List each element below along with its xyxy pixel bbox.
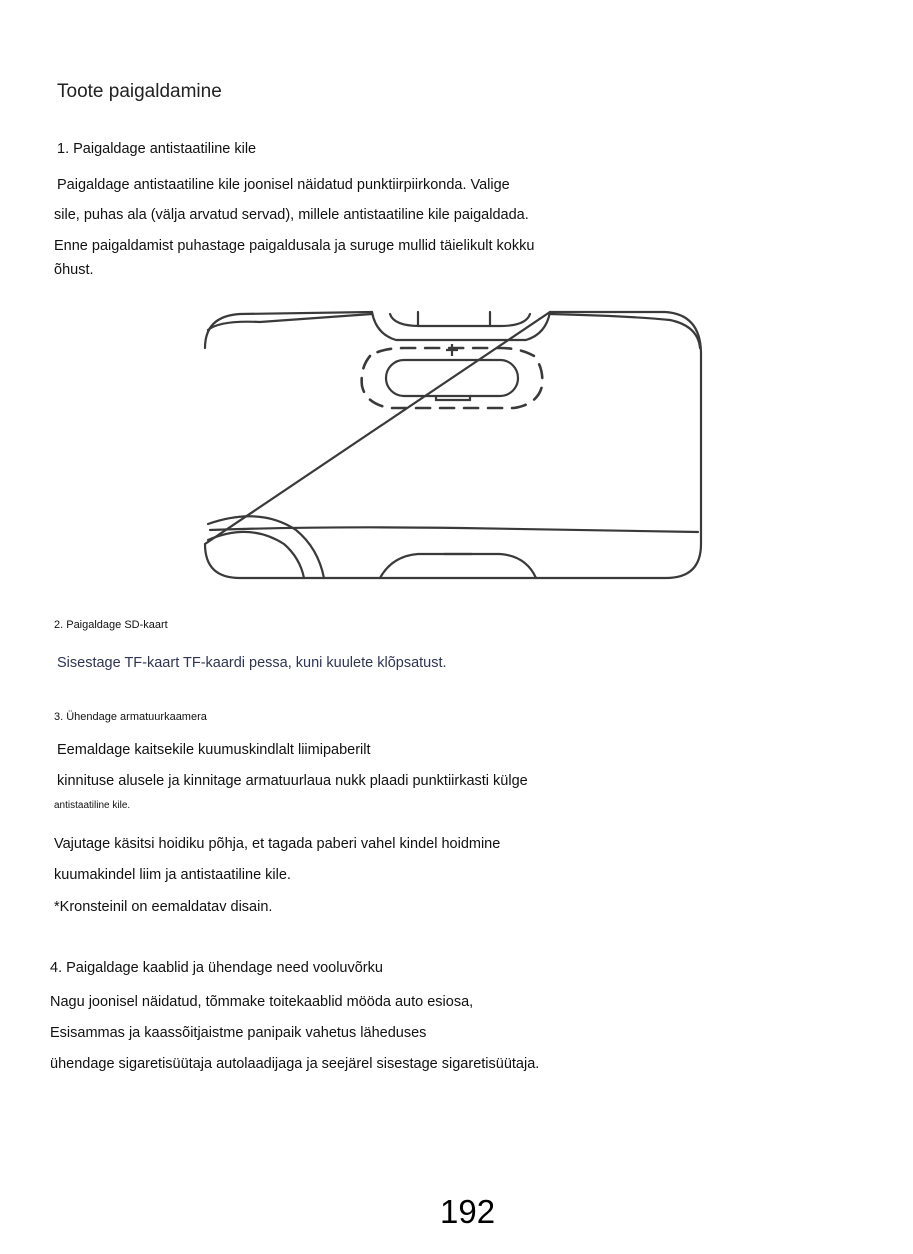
top-left-edge	[208, 314, 372, 330]
step3-line-6: *Kronsteinil on eemaldatav disain.	[54, 899, 273, 915]
step3-line-2: kinnituse alusele ja kinnitage armatuurlaua nukk plaadi punktiirkasti külge	[57, 773, 528, 789]
bottom-left-curve-outer	[208, 516, 324, 578]
step1-line-3: Enne paigaldamist puhastage paigaldusala ja suruge mullid täielikult kokku	[54, 238, 535, 254]
step3-line-1: Eemaldage kaitsekile kuumuskindlalt liimipaberilt	[57, 742, 371, 758]
bottom-left-curve-inner	[208, 532, 304, 578]
dashcam-mount-diagram	[200, 308, 704, 582]
step1-line-4: õhust.	[54, 262, 94, 278]
step4-line-1: Nagu joonisel näidatud, tõmmake toitekaablid mööda auto esiosa,	[50, 994, 474, 1010]
step2-text: Sisestage TF-kaart TF-kaardi pessa, kuni kuulete klõpsatust.	[57, 655, 447, 671]
step3-line-4: Vajutage käsitsi hoidiku põhja, et tagada paberi vahel kindel hoidmine	[54, 836, 501, 852]
step1-line-1: Paigaldage antistaatiline kile joonisel näidatud punktiirpiirkonda. Valige	[57, 177, 510, 193]
top-right-edge	[550, 314, 700, 348]
step4-line-3: ühendage sigaretisüütaja autolaadijaga ja seejärel sisestage sigaretisüütaja.	[50, 1056, 540, 1072]
section-title: Toote paigaldamine	[57, 81, 222, 102]
step4-heading: 4. Paigaldage kaablid ja ühendage need vooluvõrku	[50, 960, 383, 976]
step3-line-3: antistaatiline kile.	[54, 800, 131, 811]
step2-heading: 2. Paigaldage SD-kaart	[54, 619, 168, 631]
bottom-center-bump	[380, 554, 536, 578]
top-notch-inner	[390, 314, 530, 326]
step4-line-2: Esisammas ja kaassõitjaistme panipaik vahetus läheduses	[50, 1025, 427, 1041]
top-notch-ridges	[418, 312, 490, 326]
page-number: 192	[440, 1193, 496, 1230]
step1-line-2: sile, puhas ala (välja arvatud servad), millele antistaatiline kile paigaldada.	[54, 207, 529, 223]
step3-heading: 3. Ühendage armatuurkaamera	[54, 711, 207, 723]
bottom-strip-line	[210, 527, 698, 532]
step1-heading: 1. Paigaldage antistaatiline kile	[57, 141, 257, 157]
step3-line-5: kuumakindel liim ja antistaatiline kile.	[54, 867, 291, 883]
dashed-area-center-mark	[446, 344, 458, 356]
